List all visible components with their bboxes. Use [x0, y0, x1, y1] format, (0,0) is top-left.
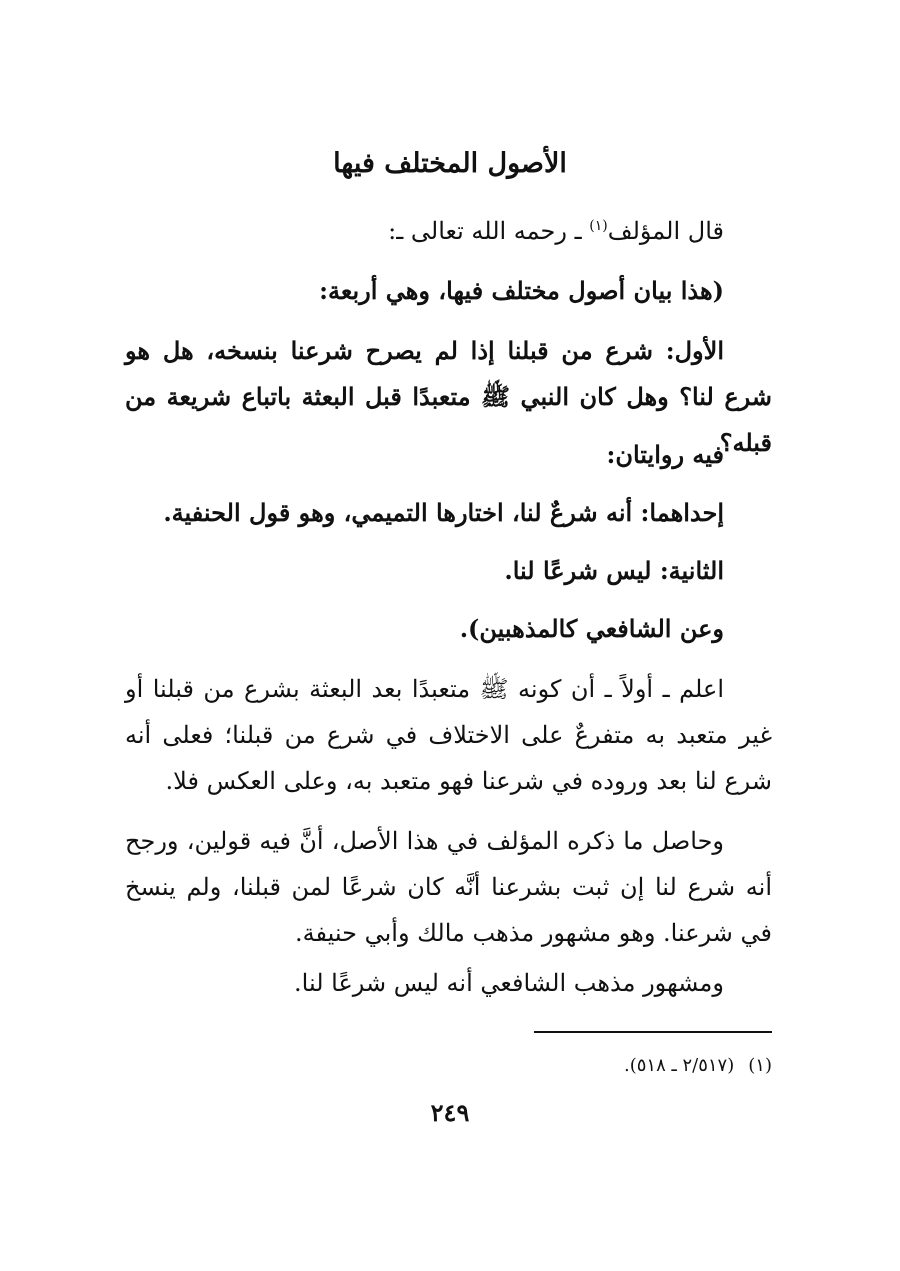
intro-text-cont: ـ رحمه الله تعالى ـ: [388, 217, 590, 245]
page-number: ٢٤٩ [430, 1098, 470, 1127]
matn-paragraph: فيه روايتان: [606, 440, 724, 469]
matn-paragraph: إحداهما: أنه شرعٌ لنا، اختارها التميمي، وهو قول الحنفية. [163, 498, 724, 527]
footnote-reference: (١) [589, 218, 608, 234]
intro-text: قال المؤلف [607, 217, 724, 245]
matn-paragraph: (هذا بيان أصول مختلف فيها، وهي أربعة: [319, 276, 724, 305]
commentary-paragraph: ومشهور مذهب الشافعي أنه ليس شرعًا لنا. [294, 969, 724, 997]
footnote [624, 1052, 772, 1080]
footnote-number: (١) [748, 1055, 772, 1076]
matn-paragraph: الأول: شرع من قبلنا إذا لم يصرح شرعنا بنسخه، هل هو شرع لنا؟ وهل كان النبي ﷺ متعبدًا قبل البعثة باتباع شريعة من قبله؟ [125, 336, 772, 457]
section-heading: الأصول المختلف فيها [333, 148, 567, 179]
commentary-paragraph: اعلم ـ أولاً ـ أن كونه ﷺ متعبدًا بعد البعثة بشرع من قبلنا أو غير متعبد به متفرعٌ على الاختلاف في شرع من قبلنا؛ فعلى أنه شرع لنا بعد وروده في شرعنا فهو متعبد به، وعلى العكس فلا. [125, 675, 772, 795]
matn-paragraph: وعن الشافعي كالمذهبين). [459, 614, 724, 643]
footnote-text: (٢/٥١٧ ـ ٥١٨). [624, 1055, 735, 1076]
commentary-paragraph: وحاصل ما ذكره المؤلف في هذا الأصل، أنَّ فيه قولين، ورجح أنه شرع لنا إن ثبت بشرعنا أنَّه كان شرعًا لمن قبلنا، ولم ينسخ في شرعنا. وهو مشهور مذهب مالك وأبي حنيفة. [125, 827, 772, 947]
intro-line [125, 208, 772, 254]
matn-paragraph: الثانية: ليس شرعًا لنا. [504, 556, 724, 585]
footnote-separator [534, 1031, 772, 1033]
